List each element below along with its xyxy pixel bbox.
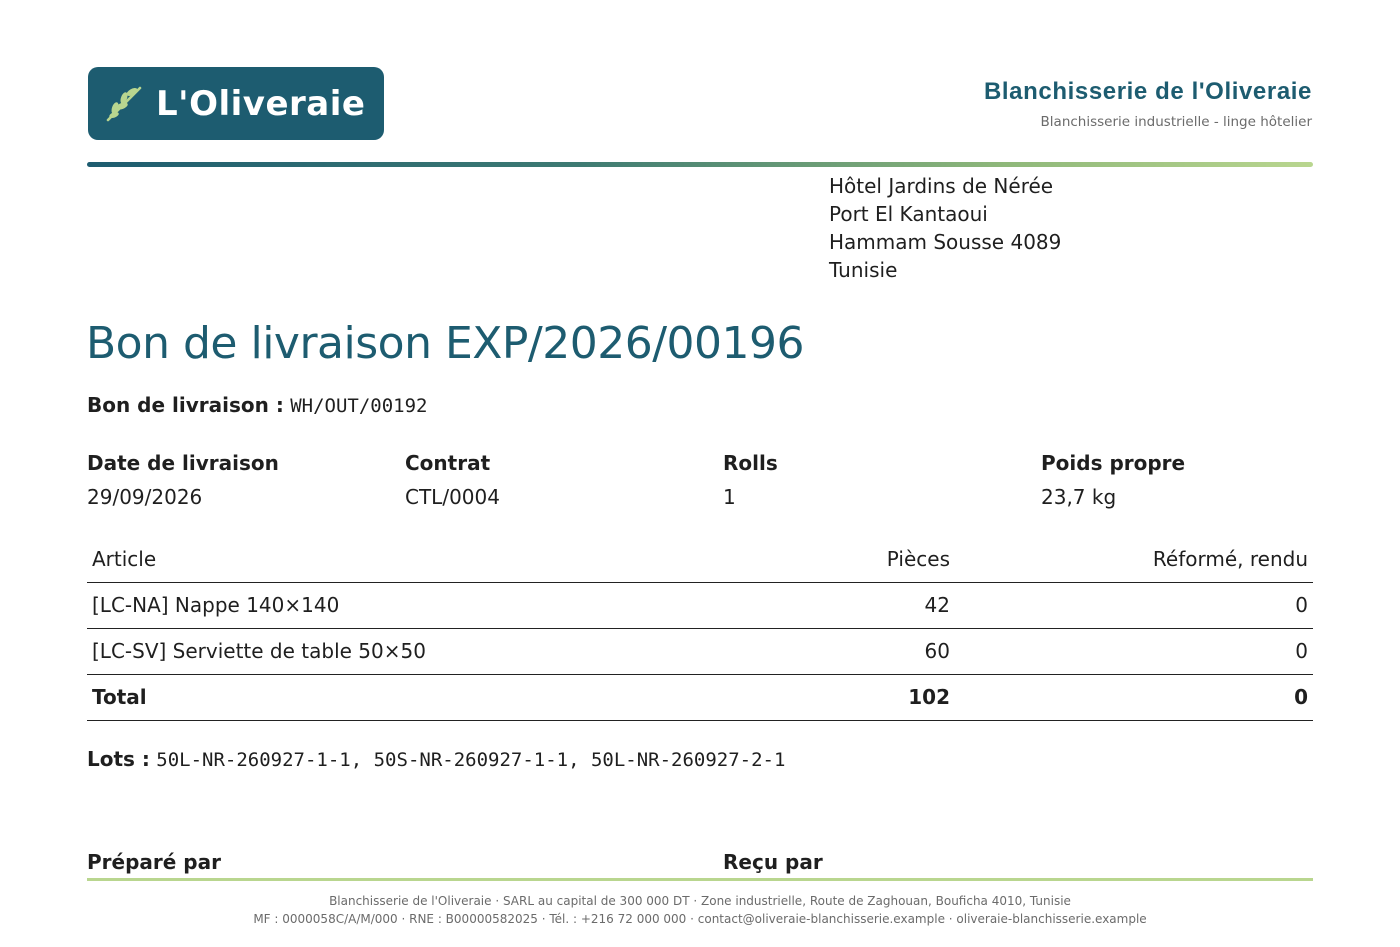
rolls-value: 1: [723, 485, 736, 509]
total-returned: 0: [955, 674, 1313, 720]
weight-value: 23,7 kg: [1041, 485, 1117, 509]
rolls-label: Rolls: [723, 451, 778, 475]
company-logo: [88, 67, 384, 140]
date-label: Date de livraison: [87, 451, 279, 475]
address-line: Hammam Sousse 4089: [829, 230, 1062, 254]
company-header: [984, 78, 1312, 130]
pieces-cell: 42: [725, 582, 955, 628]
company-name: Blanchisserie de l'Oliveraie: [983, 78, 1312, 105]
table-header-row: [87, 537, 1313, 582]
address-line: Port El Kantaoui: [829, 202, 988, 226]
address-line: Hôtel Jardins de Nérée: [829, 174, 1054, 198]
table-row: [87, 628, 1313, 674]
logo-text: L'Oliveraie: [156, 83, 366, 124]
reference-label: Bon de livraison :: [87, 393, 284, 417]
info-rolls: [723, 451, 778, 509]
prepared-by-label: Préparé par: [87, 850, 221, 874]
document-title: Bon de livraison EXP/2026/00196: [86, 318, 805, 369]
olive-branch-icon: [102, 82, 146, 126]
weight-label: Poids propre: [1041, 451, 1186, 475]
contract-label: Contrat: [405, 451, 491, 475]
contract-value: CTL/0004: [405, 485, 500, 509]
lots-value: 50L-NR-260927-1-1, 50S-NR-260927-1-1, 50L-NR-260927-2-1: [156, 749, 786, 771]
header-divider: [87, 162, 1313, 167]
column-header-article: Article: [87, 537, 725, 582]
table-row: [87, 582, 1313, 628]
received-by-label: Reçu par: [723, 850, 823, 874]
total-label: Total: [87, 674, 725, 720]
recipient-address: [829, 172, 1061, 284]
footer-line: MF : 0000058C/A/M/000 · RNE : B00000582025 · Tél. : +216 72 000 000 · contact@oliveraie-blanchisserie.example · oliveraie-blanchisserie.example: [253, 912, 1147, 926]
pieces-cell: 60: [725, 628, 955, 674]
article-cell: [LC-SV] Serviette de table 50×50: [87, 628, 725, 674]
total-pieces: 102: [725, 674, 955, 720]
total-row: [87, 674, 1313, 720]
lots-label: Lots :: [87, 747, 150, 771]
returned-cell: 0: [955, 582, 1313, 628]
returned-cell: 0: [955, 628, 1313, 674]
column-header-pieces: Pièces: [725, 537, 955, 582]
page-footer: [0, 892, 1400, 928]
reference-value: WH/OUT/00192: [290, 395, 428, 417]
info-date: [87, 451, 279, 509]
footer-line: Blanchisserie de l'Oliveraie · SARL au capital de 300 000 DT · Zone industrielle, Route de Zaghouan, Bouficha 4010, Tunisie: [329, 894, 1071, 908]
info-contract: [405, 451, 500, 509]
column-header-returned: Réformé, rendu: [955, 537, 1313, 582]
address-line: Tunisie: [829, 258, 898, 282]
info-weight: [1041, 451, 1185, 509]
items-table: [87, 537, 1313, 721]
date-value: 29/09/2026: [87, 485, 203, 509]
delivery-reference: [87, 393, 427, 417]
company-tagline: Blanchisserie industrielle - linge hôtelier: [1040, 114, 1312, 130]
article-cell: [LC-NA] Nappe 140×140: [87, 582, 725, 628]
lots-line: [87, 747, 785, 771]
signature-divider: [87, 878, 1313, 881]
